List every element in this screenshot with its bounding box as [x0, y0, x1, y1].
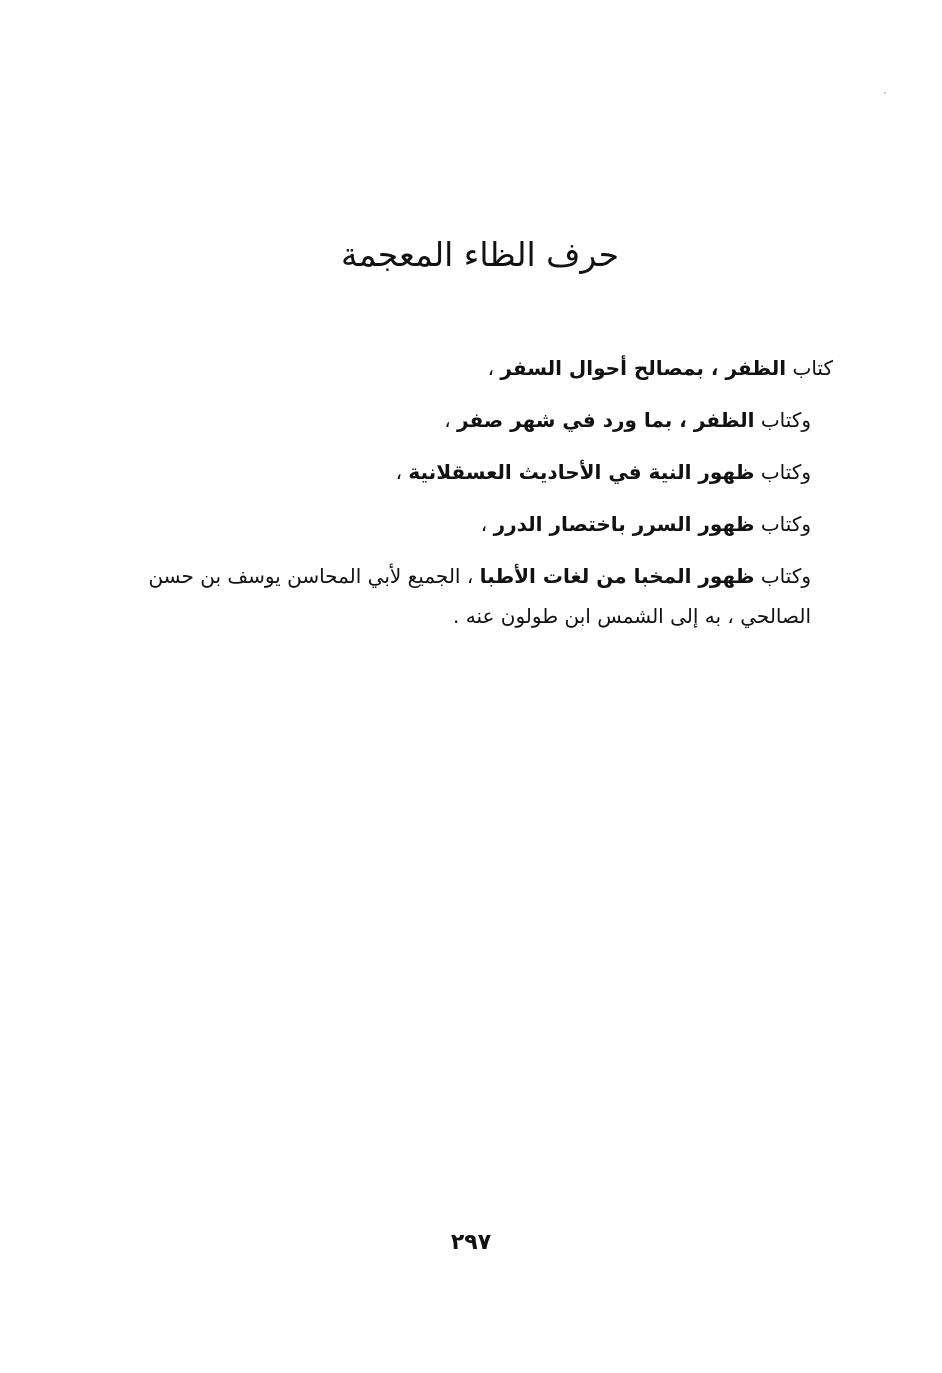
- entry-1: [120, 342, 833, 394]
- entry-4: [120, 498, 833, 550]
- entry-prefix: وكتاب: [754, 564, 811, 588]
- entry-title: ظهور السرر باختصار الدرر: [493, 512, 755, 536]
- page-speck: [884, 92, 886, 94]
- section-heading: حرف الظاء المعجمة: [341, 235, 619, 274]
- entry-prefix: كتاب: [786, 356, 833, 380]
- entry-suffix: ،: [444, 408, 457, 432]
- entry-suffix: ،: [480, 512, 494, 536]
- entry-suffix: ،: [395, 460, 409, 484]
- entry-prefix: وكتاب: [754, 460, 811, 484]
- entry-suffix: ،: [487, 356, 501, 380]
- entry-title: ظهور المخبا من لغات الأطبا: [479, 564, 755, 588]
- entry-suffix: ، الجميع لأبي المحاسن يوسف بن حسن الصالحي ، به إلى الشمس ابن طولون عنه .: [148, 564, 811, 628]
- page-number: ٢٩٧: [450, 1230, 492, 1255]
- entry-list: [120, 342, 833, 636]
- entry-title: الظفر ، بما ورد في شهر صفر: [457, 408, 755, 432]
- entry-2: [120, 394, 833, 446]
- entry-title: ظهور النية في الأحاديث العسقلانية: [408, 460, 755, 484]
- entry-5: [120, 550, 833, 636]
- entry-3: [120, 446, 833, 498]
- entry-prefix: وكتاب: [754, 408, 811, 432]
- entry-prefix: وكتاب: [754, 512, 811, 536]
- entry-title: الظفر ، بمصالح أحوال السفر: [500, 356, 787, 380]
